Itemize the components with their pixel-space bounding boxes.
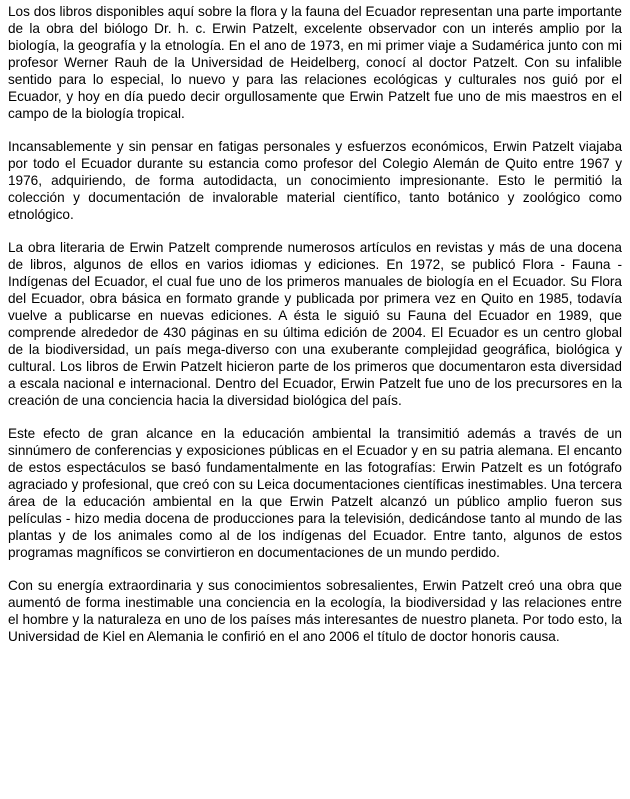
paragraph-3: La obra literaria de Erwin Patzelt comprende numerosos artículos en revistas y más de una docena de libros, algunos de ellos en varios idiomas y ediciones. En 1972, se publicó Flora - Fauna - Indígenas del Ecuador, el cual fue uno de los primeros manuales de biología en el Ecuador. Su Flora del Ecuador, obra básica en formato grande y publicada por primera vez en Quito en 1985, todavía vuelve a publicarse en nuevas ediciones. A ésta le siguió su Fauna del Ecuador en 1989, que comprende alrededor de 430 páginas en su última edición de 2004. El Ecuador es un centro global de la biodiversidad, un país mega-diverso con una exuberante complejidad geográfica, biológica y cultural. Los libros de Erwin Patzelt hicieron parte de los primeros que documentaron esta diversidad a escala nacional e internacional. Dentro del Ecuador, Erwin Patzelt fue uno de los precursores en la creación de una conciencia hacia la diversidad biológica del país. [8,240,622,408]
paragraph-1: Los dos libros disponibles aquí sobre la flora y la fauna del Ecuador representan una parte importante de la obra del biólogo Dr. h. c. Erwin Patzelt, excelente observador con un interés amplio por la biología, la geografía y la etnología. En el ano de 1973, en mi primer viaje a Sudamérica junto con mi profesor Werner Rauh de la Universidad de Heidelberg, conocí al doctor Patzelt. Con su infalible sentido para lo especial, lo nuevo y para las relaciones ecológicas y culturales nos guió por el Ecuador, y hoy en día puedo decir orgullosamente que Erwin Patzelt fue uno de mis maestros en el campo de la biología tropical. [8,4,622,121]
paragraph-5: Con su energía extraordinaria y sus conocimientos sobresalientes, Erwin Patzelt creó una obra que aumentó de forma inestimable una conciencia en la ecología, la biodiversidad y las relaciones entre el hombre y la naturaleza en uno de los países más interesantes de nuestro planeta. Por todo esto, la Universidad de Kiel en Alemania le confirió en el ano 2006 el título de doctor honoris causa. [8,578,622,644]
paragraph-2: Incansablemente y sin pensar en fatigas personales y esfuerzos económicos, Erwin Patzelt viajaba por todo el Ecuador durante su estancia como profesor del Colegio Alemán de Quito entre 1967 y 1976, adquiriendo, de forma autodidacta, un conocimiento impresionante. Esto le permitió la colección y documentación de invalorable material científico, tanto botánico y zoológico como etnológico. [8,139,622,222]
paragraph-4: Este efecto de gran alcance en la educación ambiental la transimitió además a través de un sinnúmero de conferencias y exposiciones públicas en el Ecuador y en su patria alemana. El encanto de estos espectáculos se basó fundamentalmente en las fotografías: Erwin Patzelt es un fotógrafo agraciado y profesional, que creó con su Leica documentaciones científicas inestimables. Una tercera área de la educación ambiental en la que Erwin Patzelt alcanzó un público amplio fueron sus películas - hizo media docena de producciones para la televisión, dedicándose tanto al mundo de las plantas y de los animales como al de los indígenas del Ecuador. Entre tanto, algunos de estos programas magníficos se convirtieron en documentaciones de un mundo perdido. [8,426,622,560]
document-page [0,3,630,799]
